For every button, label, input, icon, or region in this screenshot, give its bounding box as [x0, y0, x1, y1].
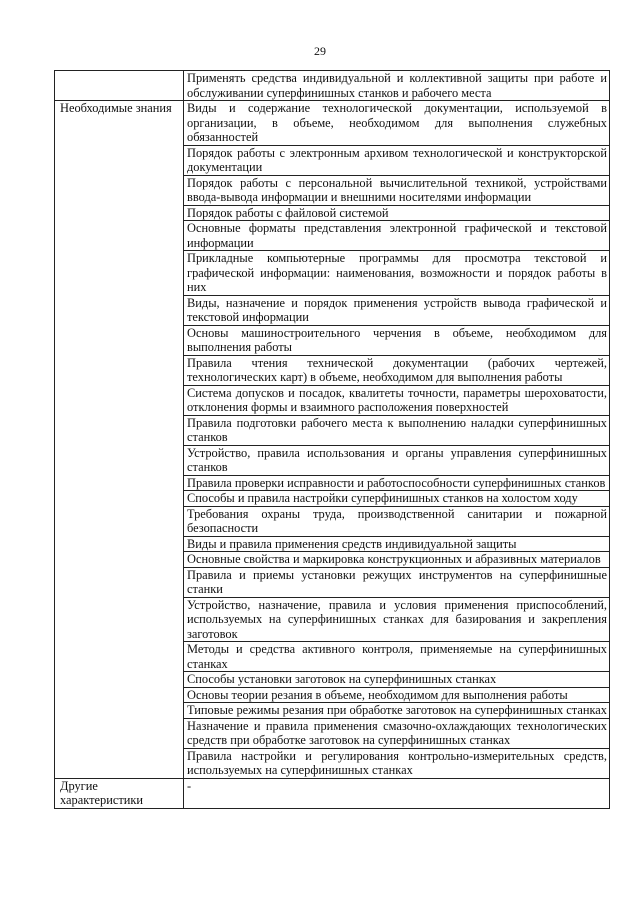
requirement-item: Виды и правила применения средств индивидуальной защиты: [184, 536, 610, 552]
requirement-item: Прикладные компьютерные программы для просмотра текстовой и графической информации: наименования, возможности и порядок работы в них: [184, 251, 610, 296]
other-characteristics-value: -: [184, 778, 610, 808]
table-row: [55, 101, 610, 146]
requirement-item: Способы установки заготовок на суперфинишных станках: [184, 672, 610, 688]
requirement-item: Назначение и правила применения смазочно-охлаждающих технологических средств при обработке заготовок на суперфинишных станках: [184, 718, 610, 748]
requirement-item: Устройство, назначение, правила и условия применения приспособлений, используемых на суперфинишных станках для базирования и закрепления заготовок: [184, 597, 610, 642]
requirement-item: Система допусков и посадок, квалитеты точности, параметры шероховатости, отклонения формы и взаимного расположения поверхностей: [184, 385, 610, 415]
requirement-item: Методы и средства активного контроля, применяемые на суперфинишных станках: [184, 642, 610, 672]
requirement-item: Типовые режимы резания при обработке заготовок на суперфинишных станках: [184, 703, 610, 719]
requirement-item: Устройство, правила использования и органы управления суперфинишных станков: [184, 445, 610, 475]
row-label: Другие характеристики: [55, 778, 184, 808]
requirement-item: Порядок работы с файловой системой: [184, 205, 610, 221]
requirement-item: Правила проверки исправности и работоспособности суперфинишных станков: [184, 475, 610, 491]
requirement-item: Порядок работы с электронным архивом технологической и конструкторской документации: [184, 145, 610, 175]
requirements-table-body: [55, 71, 610, 809]
table-row: [55, 71, 610, 101]
requirement-item: Правила подготовки рабочего места к выполнению наладки суперфинишных станков: [184, 415, 610, 445]
requirement-item: Виды, назначение и порядок применения устройств вывода графической и текстовой информации: [184, 295, 610, 325]
page-number: 29: [314, 44, 326, 58]
requirement-item: Основы теории резания в объеме, необходимом для выполнения работы: [184, 687, 610, 703]
requirement-item: Основные свойства и маркировка конструкционных и абразивных материалов: [184, 552, 610, 568]
row-label: Необходимые знания: [55, 101, 184, 779]
requirement-item: Применять средства индивидуальной и коллективной защиты при работе и обслуживании суперфинишных станков и рабочего места: [184, 71, 610, 101]
requirement-item: Требования охраны труда, производственной санитарии и пожарной безопасности: [184, 506, 610, 536]
requirement-item: Основные форматы представления электронной графической и текстовой информации: [184, 221, 610, 251]
requirement-item: Виды и содержание технологической документации, используемой в организации, в объеме, необходимом для выполнения служебных обязанностей: [184, 101, 610, 146]
requirement-item: Правила и приемы установки режущих инструментов на суперфинишные станки: [184, 567, 610, 597]
requirement-item: Основы машиностроительного черчения в объеме, необходимом для выполнения работы: [184, 325, 610, 355]
row-label: [55, 71, 184, 101]
requirement-item: Порядок работы с персональной вычислительной техникой, устройствами ввода-вывода информации и внешними носителями информации: [184, 175, 610, 205]
requirements-table: [54, 70, 610, 809]
requirement-item: Способы и правила настройки суперфинишных станков на холостом ходу: [184, 491, 610, 507]
requirement-item: Правила настройки и регулирования контрольно-измерительных средств, используемых на суперфинишных станках: [184, 748, 610, 778]
requirement-item: Правила чтения технической документации (рабочих чертежей, технологических карт) в объеме, необходимом для выполнения работы: [184, 355, 610, 385]
table-row: [55, 778, 610, 808]
